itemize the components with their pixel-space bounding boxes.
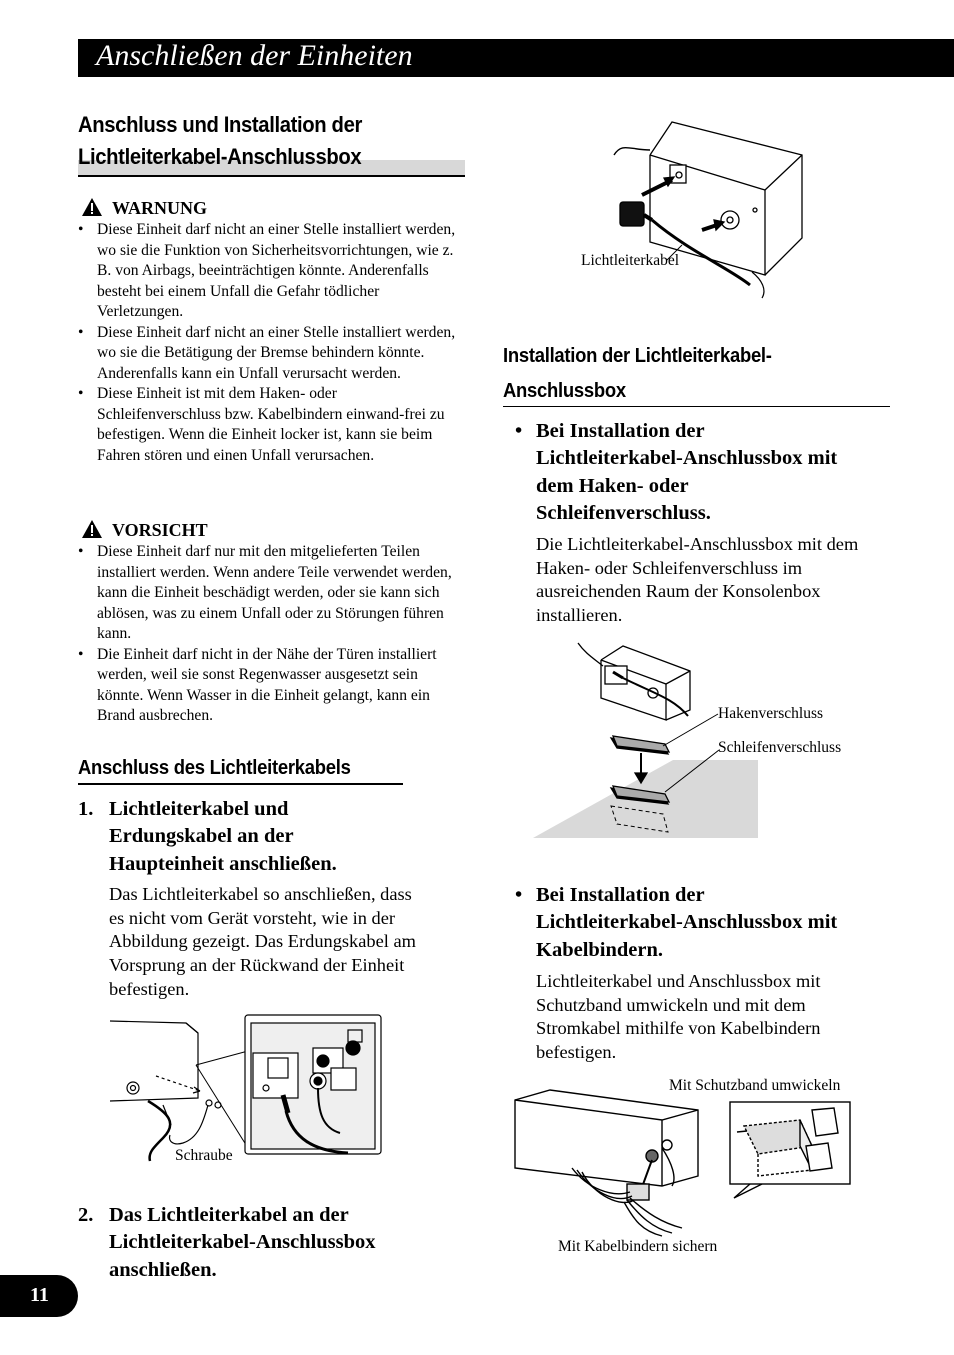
caution-item: • Diese Einheit darf nur mit den mitgelieferten Teilen installiert werden. Wenn andere Teile verwendet werden, kann die Einheit beschädigt werden, oder sie kann sich ablösen, was zu einem Unfall oder zu Störungen führen kann. [78, 542, 462, 645]
figure-label-hook: Hakenverschluss [718, 705, 824, 722]
figure-label-loop: Schleifenverschluss [718, 739, 842, 756]
section-title-line1: Anschluss und Installation der [78, 112, 362, 137]
figure-label-ties: Mit Kabelbindern sichern [558, 1238, 718, 1255]
right-section-title-line2: Anschlussbox [503, 379, 626, 402]
warning-heading: WARNUNG [112, 198, 208, 218]
figure-label-wrap: Mit Schutzband umwickeln [669, 1077, 841, 1094]
page-number: 11 [30, 1284, 49, 1306]
figure-label-fiber-cable: Lichtleiterkabel [581, 252, 680, 269]
right-section-title-line1: Installation der Lichtleiterkabel- [503, 344, 772, 367]
warning-item: • Diese Einheit darf nicht an einer Stelle installiert werden, wo sie die Betätigung der Bremse behindern könnte. Anderenfalls kann ein Unfall verursacht werden. [78, 323, 462, 385]
step2-number: 2. [78, 1204, 94, 1226]
warning-item: • Diese Einheit darf nicht an einer Stelle installiert werden, wo sie die Funktion von Sicherheitsvorrichtungen, wie z. B. von Airbags, beeinträchtigen könnte. Anderenfalls besteht bei einem Unfall die Gefahr tödlicher Verletzungen. [78, 220, 462, 323]
bullet2-dot: • [515, 884, 523, 906]
head-unit-connection-illustration [108, 1013, 388, 1163]
cable-tie-installation-illustration [512, 1088, 854, 1238]
caution-item: • Die Einheit darf nicht in der Nähe der Türen installiert werden, weil sie sonst Regenwasser ausgesetzt sein könnte. Wenn Wasser in die Einheit gelangt, kann ein Brand ausbrechen. [78, 645, 462, 727]
bullet2-title: Bei Installation der Lichtleiterkabel-Anschlussbox mit Kabelbindern. [536, 884, 838, 961]
step1-title: Lichtleiterkabel und Erdungskabel an der Haupteinheit anschließen. [109, 798, 337, 875]
step1-number: 1. [78, 798, 94, 820]
caution-heading: VORSICHT [112, 520, 208, 540]
step1-body: Das Lichtleiterkabel so anschließen, dass es nicht vom Gerät vorsteht, wie in der Abbildung gezeigt. Das Erdungskabel am Vorsprung an der Rückwand der Einheit befestigen. [109, 884, 416, 999]
warning-triangle-icon [81, 197, 103, 217]
bullet2-body: Lichtleiterkabel und Anschlussbox mit Schutzband umwickeln und mit dem Stromkabel mithilfe von Kabelbindern befestigen. [536, 971, 821, 1063]
bullet1-title: Bei Installation der Lichtleiterkabel-Anschlussbox mit dem Haken- oder Schleifenverschluss. [536, 420, 838, 524]
warning-list [78, 220, 462, 466]
junction-box-connection-illustration [612, 120, 812, 300]
bullet1-body: Die Lichtleiterkabel-Anschlussbox mit dem Haken- oder Schleifenverschluss im ausreichenden Raum der Konsolenbox installieren. [536, 534, 859, 626]
step2-title: Das Lichtleiterkabel an der Lichtleiterkabel-Anschlussbox anschließen. [109, 1204, 376, 1281]
page-header-title: Anschließen der Einheiten [96, 39, 413, 72]
section-title-line2: Lichtleiterkabel-Anschlussbox [78, 144, 362, 169]
subsection-title: Anschluss des Lichtleiterkabels [78, 756, 351, 779]
figure-label-screw: Schraube [175, 1147, 233, 1164]
caution-triangle-icon [81, 519, 103, 539]
right-section-rule [503, 406, 890, 407]
section-title-rule [78, 175, 465, 177]
subsection-rule [78, 783, 403, 785]
warning-item: • Diese Einheit ist mit dem Haken- oder Schleifenverschluss bzw. Kabelbindern einwand-frei zu befestigen. Wenn die Einheit locker ist, kann sie beim Fahren stören und einen Unfall verursachen. [78, 384, 462, 466]
bullet1-dot: • [515, 420, 523, 442]
caution-list [78, 542, 462, 727]
